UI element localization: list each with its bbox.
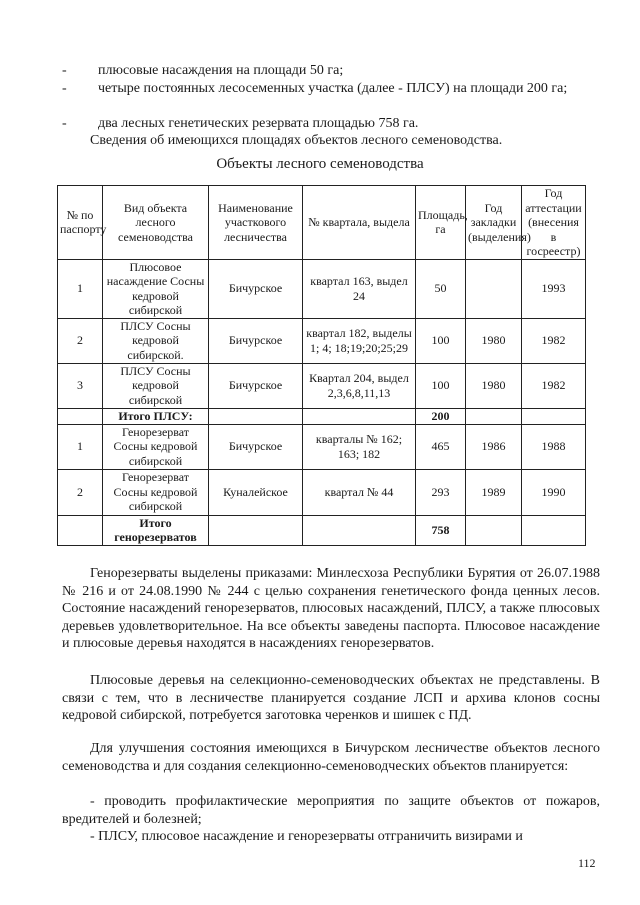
subtotal-label: Итого ПЛСУ: [103, 408, 209, 424]
table-cell [303, 515, 416, 545]
table-cell [58, 515, 103, 545]
table-cell: 1986 [466, 424, 522, 469]
header-area: Площадь, га [416, 186, 466, 260]
table-cell: 3 [58, 363, 103, 408]
table-cell [209, 408, 303, 424]
table-cell: Квартал 204, выдел 2,3,6,8,11,13 [303, 363, 416, 408]
table-header-row [58, 186, 586, 260]
table-subtotal-row [58, 408, 586, 424]
table-cell: 465 [416, 424, 466, 469]
header-object-type: Вид объекта лесного семеноводства [103, 186, 209, 260]
bullet-dash: - [62, 116, 67, 131]
table-cell [58, 408, 103, 424]
table-cell: 50 [416, 259, 466, 318]
header-year-certified: Год аттестации (внесения в госреестр) [522, 186, 586, 260]
table-cell: 1980 [466, 363, 522, 408]
table-cell: 2 [58, 318, 103, 363]
intro-line: Сведения об имеющихся площадях объектов лесного семеноводства. [90, 133, 503, 148]
bullet-text: плюсовые насаждения на площади 50 га; [98, 63, 344, 78]
table-cell: Плюсовое насаждение Сосны кедровой сибирской [103, 259, 209, 318]
table-caption: Объекты лесного семеноводства [216, 156, 424, 172]
table-cell [209, 515, 303, 545]
table-cell: 1988 [522, 424, 586, 469]
table-cell: Бичурское [209, 363, 303, 408]
header-forestry: Наименование участкового лесничества [209, 186, 303, 260]
paragraph-genoreserves: Генорезерваты выделены приказами: Минлесхоза Республики Бурятия от 26.07.1988 № 216 и от 24.08.1990 № 244 с целью сохранения генетического фонда ценных лесов. Состояние насаждений генорезерватов, плюсовых насаждений, ПЛСУ, а также плюсовых деревьев удовлетворительное. На все объекты заведены паспорта. Плюсовое насаждение и плюсовые деревья находятся в насаждениях генорезерватов. [62, 566, 600, 652]
paragraph-measure-1: - проводить профилактические мероприятия по защите объектов от пожаров, вредителей и болезней; [62, 794, 600, 827]
header-quarter: № квартала, выдела [303, 186, 416, 260]
table-cell: кварталы № 162; 163; 182 [303, 424, 416, 469]
bullet-text: два лесных генетических резервата площадью 758 га. [98, 116, 419, 131]
table-cell [303, 408, 416, 424]
total-value: 758 [416, 515, 466, 545]
table-cell [466, 408, 522, 424]
table-cell: 2 [58, 469, 103, 515]
table-cell: Бичурское [209, 424, 303, 469]
table-cell: 1982 [522, 363, 586, 408]
table-cell: 1990 [522, 469, 586, 515]
table-cell: 1 [58, 424, 103, 469]
table-cell: ПЛСУ Сосны кедровой сибирской. [103, 318, 209, 363]
table-cell: 1980 [466, 318, 522, 363]
table-row [58, 318, 586, 363]
table-row [58, 363, 586, 408]
table-cell: квартал 182, выделы 1; 4; 18;19;20;25;29 [303, 318, 416, 363]
table-row [58, 424, 586, 469]
header-passport-no: № по паспорту [58, 186, 103, 260]
subtotal-value: 200 [416, 408, 466, 424]
table-cell: 1993 [522, 259, 586, 318]
table-cell: 1989 [466, 469, 522, 515]
table-cell: 1982 [522, 318, 586, 363]
bullet-dash: - [62, 63, 67, 78]
table-cell: Генорезерват Сосны кедровой сибирской [103, 424, 209, 469]
paragraph-measure-2: - ПЛСУ, плюсовое насаждение и генорезерваты отграничить визирами и [90, 829, 523, 844]
table-cell: Бичурское [209, 259, 303, 318]
page-number: 112 [578, 856, 596, 870]
table-row [58, 259, 586, 318]
table-cell [466, 259, 522, 318]
total-label: Итого генорезерватов [103, 515, 209, 545]
table-row [58, 469, 586, 515]
bullet-text: четыре постоянных лесосеменных участка (далее - ПЛСУ) на площади 200 га; [98, 81, 568, 96]
table-cell: Генорезерват Сосны кедровой сибирской [103, 469, 209, 515]
table-cell: ПЛСУ Сосны кедровой сибирской [103, 363, 209, 408]
bullet-item-2 [62, 80, 602, 116]
table-cell: 100 [416, 318, 466, 363]
table-cell [522, 408, 586, 424]
table-cell [466, 515, 522, 545]
table-cell [522, 515, 586, 545]
header-year-laid: Год закладки (выделения) [466, 186, 522, 260]
table-cell: квартал 163, выдел 24 [303, 259, 416, 318]
bullet-dash: - [62, 81, 67, 96]
table-total-row [58, 515, 586, 545]
paragraph-plus-trees: Плюсовые деревья на селекционно-семеноводческих объектах не представлены. В связи с тем, что в лесничестве планируется создание ЛСП и архива клонов сосны кедровой сибирской, потребуется заготовка черенков и шишек с ПД. [62, 673, 600, 724]
table-cell: 1 [58, 259, 103, 318]
table-cell: квартал № 44 [303, 469, 416, 515]
table-cell: 293 [416, 469, 466, 515]
seed-objects-table [57, 185, 586, 546]
table-cell: Бичурское [209, 318, 303, 363]
paragraph-plans: Для улучшения состояния имеющихся в Бичурском лесничестве объектов лесного семеноводства и для создания селекционно-семеноводческих объектов планируется: [62, 741, 600, 774]
table-cell: Куналейское [209, 469, 303, 515]
table-cell: 100 [416, 363, 466, 408]
